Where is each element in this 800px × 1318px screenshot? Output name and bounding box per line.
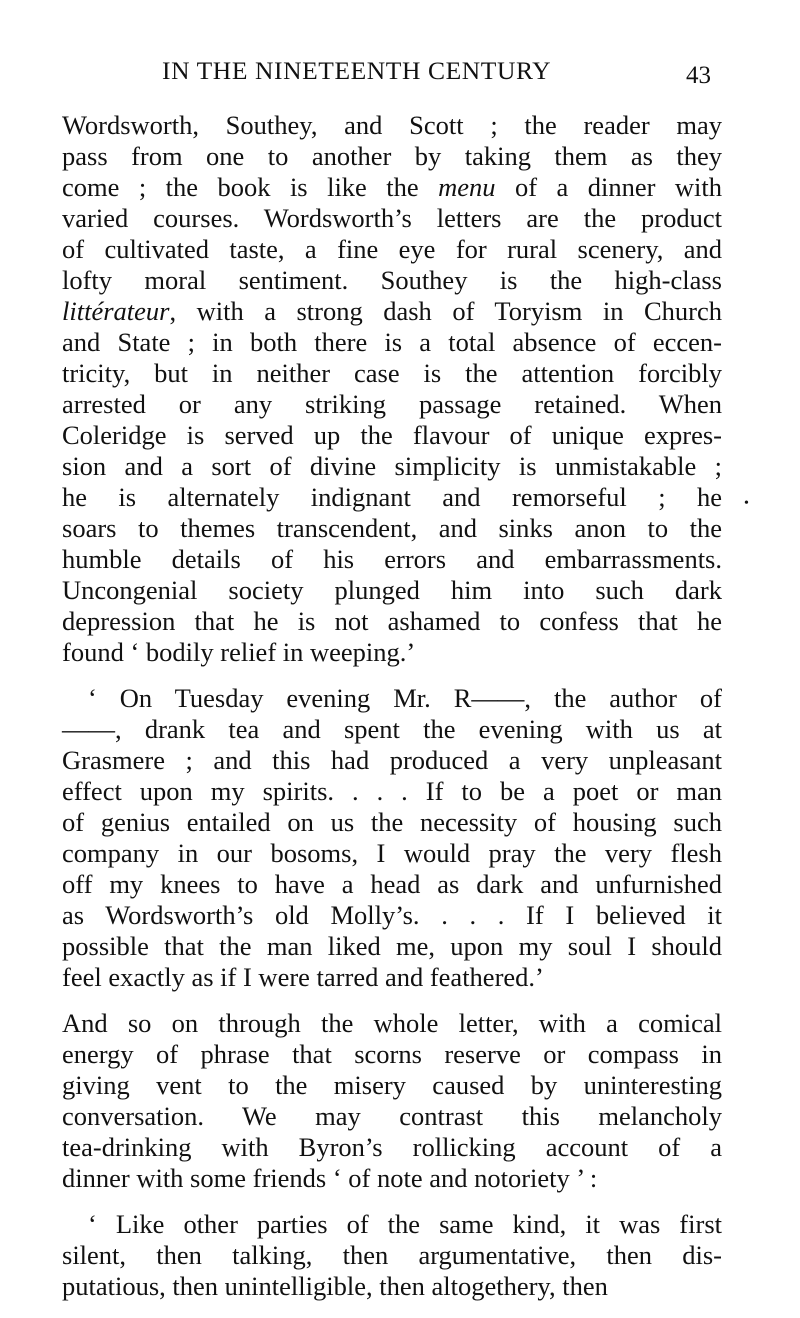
- text-line: Coleridge is served up the flavour of unique expres-: [62, 420, 722, 450]
- text-line: he is alternately indignant and remorseful ; he: [62, 482, 722, 512]
- text-line: soars to themes transcendent, and sinks anon to the: [62, 513, 722, 543]
- text-line: Wordsworth, Southey, and Scott ; the reader may: [62, 110, 722, 140]
- text-line: of genius entailed on us the necessity of housing such: [62, 807, 722, 837]
- page-number: 43: [686, 62, 711, 89]
- text-line: humble details of his errors and embarrassments.: [62, 544, 722, 574]
- text-line: possible that the man liked me, upon my soul I should: [62, 931, 722, 961]
- text-line: lofty moral sentiment. Southey is the high-class: [62, 265, 722, 295]
- text-line: tea-drinking with Byron’s rollicking account of a: [62, 1132, 722, 1162]
- text-line: silent, then talking, then argumentative, then dis-: [62, 1240, 722, 1270]
- text-line: arrested or any striking passage retained. When: [62, 389, 722, 419]
- text-line: dinner with some friends ‘ of note and notoriety ’ :: [62, 1163, 598, 1193]
- running-head: [0, 56, 800, 92]
- margin-mark: •: [744, 496, 749, 511]
- text-line: littérateur, with a strong dash of Toryism in Church: [62, 296, 722, 326]
- text-line: as Wordsworth’s old Molly’s. . . . If I believed it: [62, 900, 722, 930]
- text-line: putatious, then unintelligible, then altogethery, then: [62, 1271, 608, 1301]
- text-line: ‘ Like other parties of the same kind, it was first: [88, 1209, 722, 1239]
- text-line: Uncongenial society plunged him into such dark: [62, 575, 722, 605]
- text-line: And so on through the whole letter, with a comical: [62, 1008, 722, 1038]
- text-line: company in our bosoms, I would pray the very flesh: [62, 838, 722, 868]
- text-line: depression that he is not ashamed to confess that he: [62, 606, 722, 636]
- text-line: tricity, but in neither case is the attention forcibly: [62, 358, 722, 388]
- text-line: found ‘ bodily relief in weeping.’: [62, 637, 416, 667]
- text-line: energy of phrase that scorns reserve or compass in: [62, 1039, 722, 1069]
- text-line: off my knees to have a head as dark and unfurnished: [62, 869, 722, 899]
- text-line: Grasmere ; and this had produced a very unpleasant: [62, 745, 722, 775]
- text-line: effect upon my spirits. . . . If to be a poet or man: [62, 776, 722, 806]
- text-line: and State ; in both there is a total absence of eccen-: [62, 327, 722, 357]
- text-line: ——, drank tea and spent the evening with us at: [62, 714, 722, 744]
- text-line: of cultivated taste, a fine eye for rural scenery, and: [62, 234, 722, 264]
- text-line: conversation. We may contrast this melancholy: [62, 1101, 722, 1131]
- text-line: varied courses. Wordsworth’s letters are the product: [62, 203, 722, 233]
- text-line: feel exactly as if I were tarred and feathered.’: [62, 962, 544, 992]
- text-line: pass from one to another by taking them as they: [62, 141, 722, 171]
- italic-term: menu: [438, 172, 496, 202]
- text-line: ‘ On Tuesday evening Mr. R——, the author of: [88, 683, 722, 713]
- text-line: giving vent to the misery caused by uninteresting: [62, 1070, 722, 1100]
- text-line: sion and a sort of divine simplicity is unmistakable ;: [62, 451, 722, 481]
- italic-term: littérateur: [62, 296, 170, 326]
- running-title: IN THE NINETEENTH CENTURY: [162, 56, 552, 85]
- text-line: come ; the book is like the menu of a dinner with: [62, 172, 722, 202]
